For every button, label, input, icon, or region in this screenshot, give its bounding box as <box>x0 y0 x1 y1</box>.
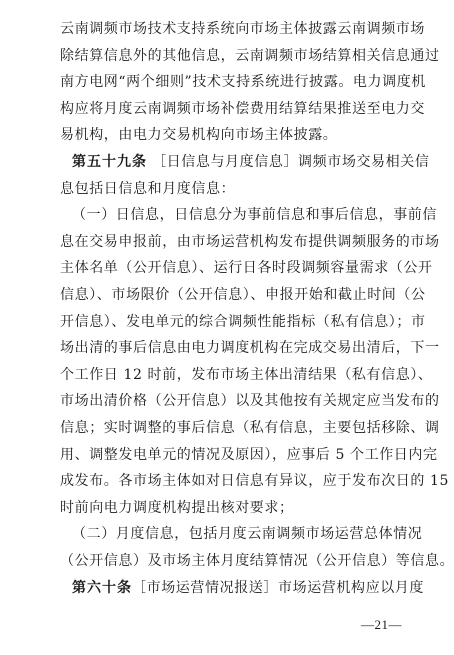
paragraph-line: 时前向电力调度机构提出核对要求； <box>60 499 294 516</box>
paragraph-line: 南方电网“两个细则”技术支持系统进行披露。电力调度机 <box>60 74 426 91</box>
paragraph-line: 构应将月度云南调频市场补偿费用结算结果推送至电力交 <box>60 100 425 117</box>
paragraph-line: 信息；实时调整的事后信息（私有信息，主要包括移除、调 <box>60 420 440 436</box>
paragraph-line: 主体名单（公开信息）、运行日各时段调频容量需求（公开 <box>60 260 433 277</box>
paragraph-line: 息包括日信息和月度信息： <box>60 180 236 197</box>
article-59-line <box>72 152 430 172</box>
paragraph-line: 云南调频市场技术支持系统向市场主体披露云南调频市场 <box>60 21 425 37</box>
paragraph-line: （公开信息）及市场主体月度结算情况（公开信息）等信息。 <box>60 553 454 569</box>
paragraph-line: 易机构，由电力交易机构向市场主体披露。 <box>60 127 338 144</box>
article-59-title: ［日信息与月度信息］调频市场交易相关信 <box>152 154 430 170</box>
paragraph-line: 信息）、市场限价（公开信息）、申报开始和截止时间（公 <box>60 287 426 303</box>
paragraph-line: 成发布。各市场主体如对日信息有异议，应于发布次日的 15 <box>60 473 450 490</box>
article-59-heading: 第五十九条 <box>72 154 147 170</box>
page-number: —21— <box>361 617 402 632</box>
paragraph-line: 个工作日 12 时前，发布市场主体出清结果（私有信息）、 <box>60 366 433 383</box>
paragraph-line: 开信息）、发电单元的综合调频性能指标（私有信息）；市 <box>60 313 426 330</box>
article-60-heading: 第六十条 <box>72 579 132 596</box>
article-60-line <box>72 578 424 598</box>
paragraph-line: （一）日信息，日信息分为事前信息和事后信息，事前信 <box>72 207 437 224</box>
paragraph-line: （二）月度信息，包括月度云南调频市场运营总体情况 <box>72 526 423 543</box>
article-60-title: ［市场运营情况报送］市场运营机构应以月度 <box>132 579 424 596</box>
paragraph-line: 市场出清价格（公开信息）以及其他按有关规定应当发布的 <box>60 393 440 410</box>
paragraph-line: 除结算信息外的其他信息，云南调频市场结算相关信息通过 <box>60 47 440 64</box>
paragraph-line: 用、调整发电单元的情况及原因），应事后 5 个工作日内完 <box>60 446 438 463</box>
paragraph-line: 息在交易申报前，由市场运营机构发布提供调频服务的市场 <box>60 233 440 250</box>
paragraph-line: 场出清的事后信息由电力调度机构在完成交易出清后，下一 <box>60 340 440 357</box>
